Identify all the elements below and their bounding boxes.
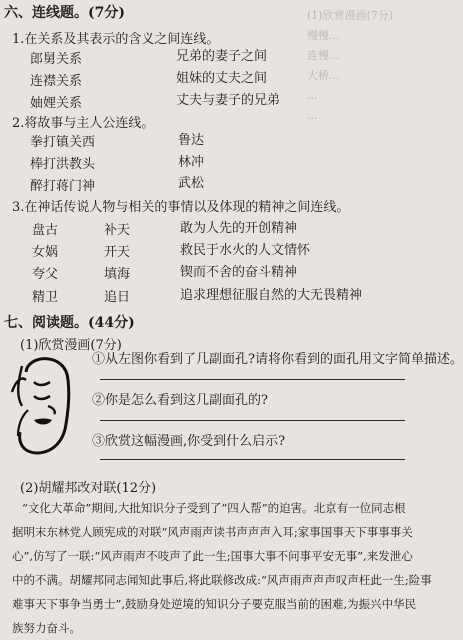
q2-left-2: 棒打洪教头 <box>30 157 96 172</box>
section-7-title: 七、阅读题。(44分) <box>4 315 135 331</box>
passage-line-4: 中的不满。胡耀邦同志闻知此事后,将此联修改成:“风声雨声声声叹声枉此一生;险事 <box>12 573 432 587</box>
q3-spirit-2: 救民于水火的人文情怀 <box>180 243 311 258</box>
q1-left-1: 郎舅关系 <box>30 52 83 67</box>
passage-line-5: 难事天下事争当勇士”,鼓励身处逆境的知识分子要克服当前的困难,为振兴中华民 <box>12 597 417 611</box>
answer-line-1[interactable] <box>100 379 405 380</box>
q3-spirit-1: 敢为人先的开创精神 <box>180 221 298 236</box>
q3-person-2: 女娲 <box>32 245 59 260</box>
part-1-question-1: ①从左图你看到了几副面孔?请将你看到的面孔用文字简单描述。 <box>92 352 463 367</box>
bleed-line: 大桥... <box>307 69 340 82</box>
cartoon-face-icon <box>8 352 74 457</box>
q1-right-2: 姐妹的丈夫之间 <box>176 71 268 86</box>
passage-line-2: 据明末东林党人顾宪成的对联“风声雨声读书声声声入耳;家事国事天下事事事关 <box>12 525 413 539</box>
bleed-line: (1)欣赏漫画(7分) <box>307 9 394 22</box>
q2-right-1: 鲁达 <box>178 133 205 148</box>
bleed-through-text <box>307 0 421 126</box>
section-6-title: 六、连线题。(7分) <box>4 5 125 21</box>
bleed-line: 连慢... <box>307 49 340 62</box>
q3-spirit-3: 锲而不舍的奋斗精神 <box>180 265 298 280</box>
q1-right-3: 丈夫与妻子的兄弟 <box>176 93 281 108</box>
q3-deed-4: 追日 <box>104 290 131 305</box>
q3-person-1: 盘古 <box>32 223 59 238</box>
q2-left-1: 拳打镇关西 <box>30 135 96 150</box>
q3-person-4: 精卫 <box>32 290 59 305</box>
q3-deed-1: 补天 <box>104 223 131 238</box>
q2-right-2: 林冲 <box>178 155 205 170</box>
answer-line-3[interactable] <box>100 459 405 460</box>
question-1: 1.在关系及其表示的含义之间连线。 <box>12 32 220 47</box>
q1-right-1: 兄弟的妻子之间 <box>176 49 268 64</box>
bleed-line: ... <box>307 109 318 122</box>
q1-left-3: 妯娌关系 <box>30 96 83 111</box>
passage-line-6: 族努力奋斗。 <box>12 621 81 635</box>
passage-line-3: 心”,仿写了一联:“风声雨声不吱声了此一生;国事大事不问事平安无事”,来发泄心 <box>12 549 413 563</box>
q2-right-3: 武松 <box>178 176 205 191</box>
part-1-title: (1)欣赏漫画(7分) <box>20 338 122 353</box>
passage <box>12 496 432 640</box>
passage-line-1: “文化大革命”期间,大批知识分子受到了“四人帮”的迫害。北京有一位同志根 <box>22 501 406 515</box>
part-1-question-2: ②你是怎么看到这几副面孔的? <box>92 393 268 408</box>
answer-line-2[interactable] <box>100 420 405 421</box>
q3-spirit-4: 追求理想征服自然的大无畏精神 <box>180 288 363 303</box>
q3-deed-2: 开天 <box>104 245 131 260</box>
part-1-question-3: ③欣赏这幅漫画,你受到什么启示? <box>92 434 286 449</box>
question-3: 3.在神话传说人物与相关的事情以及体现的精神之间连线。 <box>12 200 350 215</box>
question-2: 2.将故事与主人公连线。 <box>12 116 155 131</box>
bleed-line: ... <box>307 89 318 102</box>
q3-deed-3: 填海 <box>104 267 131 282</box>
bleed-line: 慢慢... <box>307 29 340 42</box>
q1-left-2: 连襟关系 <box>30 74 83 89</box>
q2-left-3: 醉打蒋门神 <box>30 179 96 194</box>
q3-person-3: 夸父 <box>32 267 59 282</box>
part-2-title: (2)胡耀邦改对联(12分) <box>20 481 157 496</box>
